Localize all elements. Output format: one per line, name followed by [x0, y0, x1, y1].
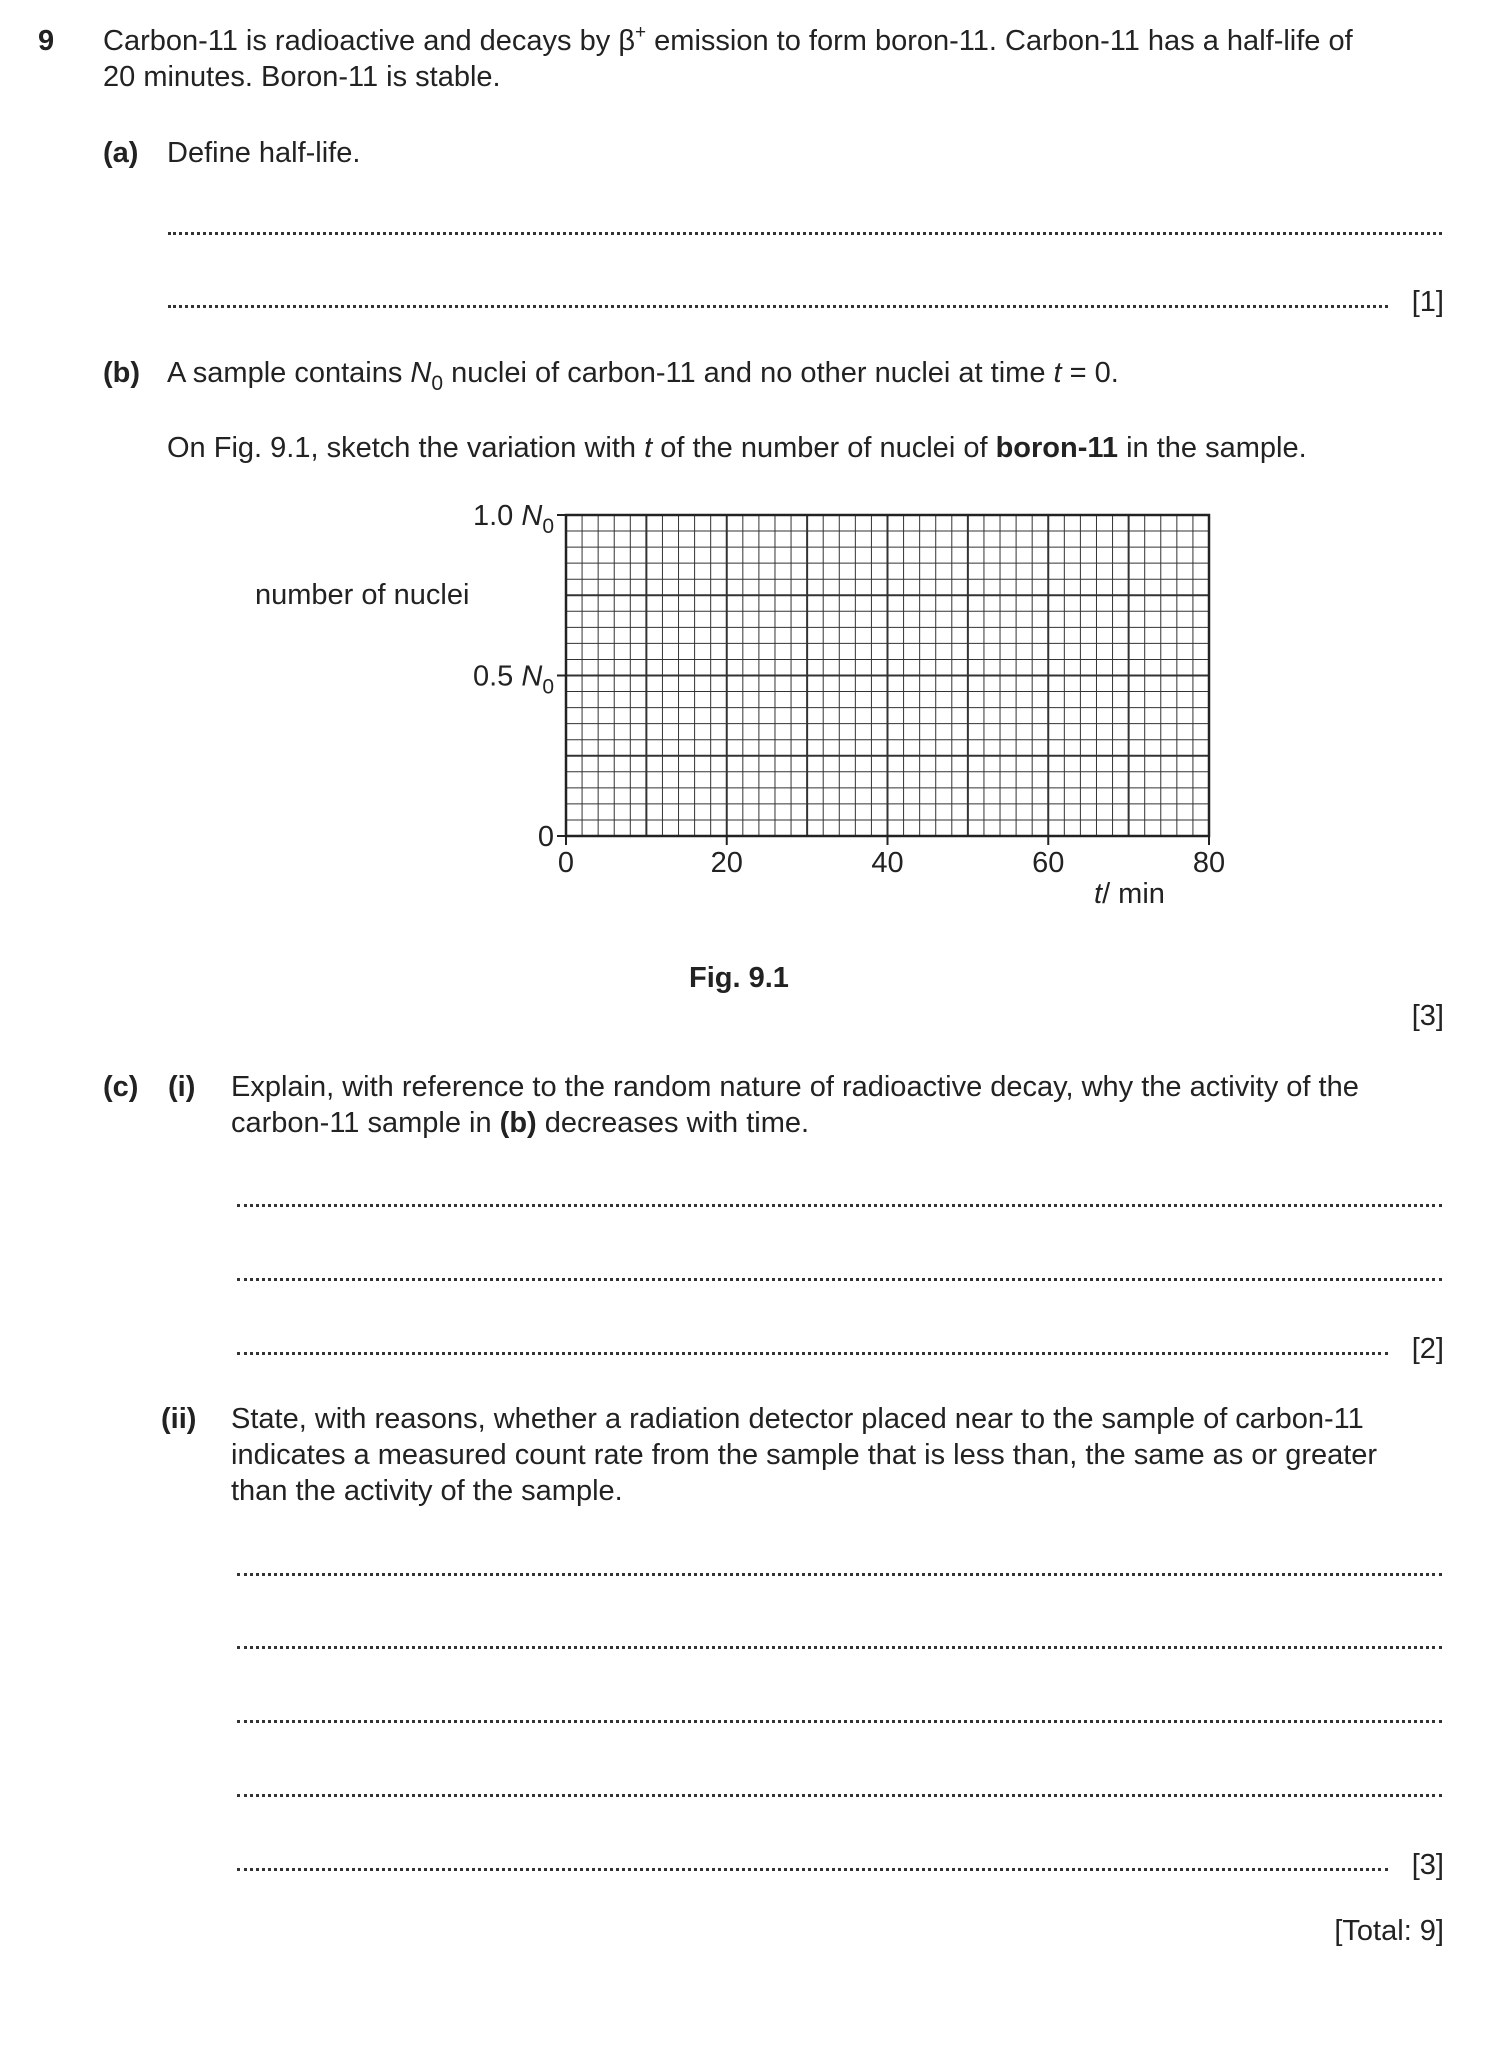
answer-line-c-i-3[interactable] — [237, 1352, 1388, 1355]
part-a-label: (a) — [103, 137, 139, 169]
fig-9-1-chart[interactable] — [0, 0, 1500, 1000]
answer-line-c-ii-5[interactable] — [237, 1868, 1388, 1871]
part-c-i-marks: [2] — [1411, 1333, 1444, 1365]
part-b-text: A sample contains $N_0$ nuclei of carbon-11 and no other nuclei at time t = 0. — [167, 357, 1119, 395]
y-tick-label: 0.5 $N_0$ — [472, 660, 554, 699]
x-tick-label: 60 — [1032, 847, 1065, 879]
total-marks: [Total: 9] — [1334, 1915, 1444, 1947]
answer-line-c-i-1[interactable] — [237, 1204, 1442, 1207]
part-c-ii-label: (ii) — [161, 1403, 197, 1435]
x-tick-label: 80 — [1192, 847, 1226, 879]
x-axis-label: t/ min — [1094, 878, 1165, 910]
answer-line-c-ii-2[interactable] — [237, 1646, 1442, 1649]
answer-line-c-i-2[interactable] — [237, 1278, 1442, 1281]
y-tick-label: 0 — [537, 821, 554, 853]
y-tick-label: 1.0 $N_0$ — [472, 500, 554, 538]
part-c-ii-marks: [3] — [1411, 1849, 1444, 1881]
part-b-instruction: On Fig. 9.1, sketch the variation with t of the number of nuclei of boron-11 in the sample. — [167, 432, 1307, 464]
part-a-text: Define half-life. — [167, 137, 361, 169]
question-number: 9 — [38, 25, 55, 57]
part-b-label: (b) — [103, 357, 141, 389]
part-c-i-label: (i) — [168, 1071, 196, 1103]
fig-caption: Fig. 9.1 — [689, 962, 789, 994]
answer-line-c-ii-4[interactable] — [237, 1794, 1442, 1797]
part-c-label: (c) — [103, 1071, 139, 1103]
beta-symbol: β — [618, 25, 635, 57]
y-axis-label: number of nuclei — [255, 579, 470, 611]
x-tick-label: 20 — [710, 847, 743, 879]
part-c-ii-text: State, with reasons, whether a radiation detector placed near to the sample of carbon-11 indicates a measured count rate from the sample that is less than, the same as or greater than the activity of the sample. — [231, 1403, 1378, 1507]
part-c-i-text: Explain, with reference to the random nature of radioactive decay, why the activity of the carbon-11 sample in (b) decreases with time. — [231, 1071, 1359, 1139]
part-a-marks: [1] — [1411, 286, 1444, 318]
x-tick-label: 40 — [871, 847, 904, 879]
part-b-marks: [3] — [1411, 1000, 1444, 1032]
intro-line-2: 20 minutes. Boron-11 is stable. — [103, 61, 501, 93]
answer-line-c-ii-3[interactable] — [237, 1720, 1442, 1723]
x-tick-label: 0 — [557, 847, 575, 879]
answer-line-c-ii-1[interactable] — [237, 1573, 1442, 1576]
intro-line-1: Carbon-11 is radioactive and decays by β+ emission to form boron-11. Carbon-11 has a half-life of — [103, 22, 1353, 57]
